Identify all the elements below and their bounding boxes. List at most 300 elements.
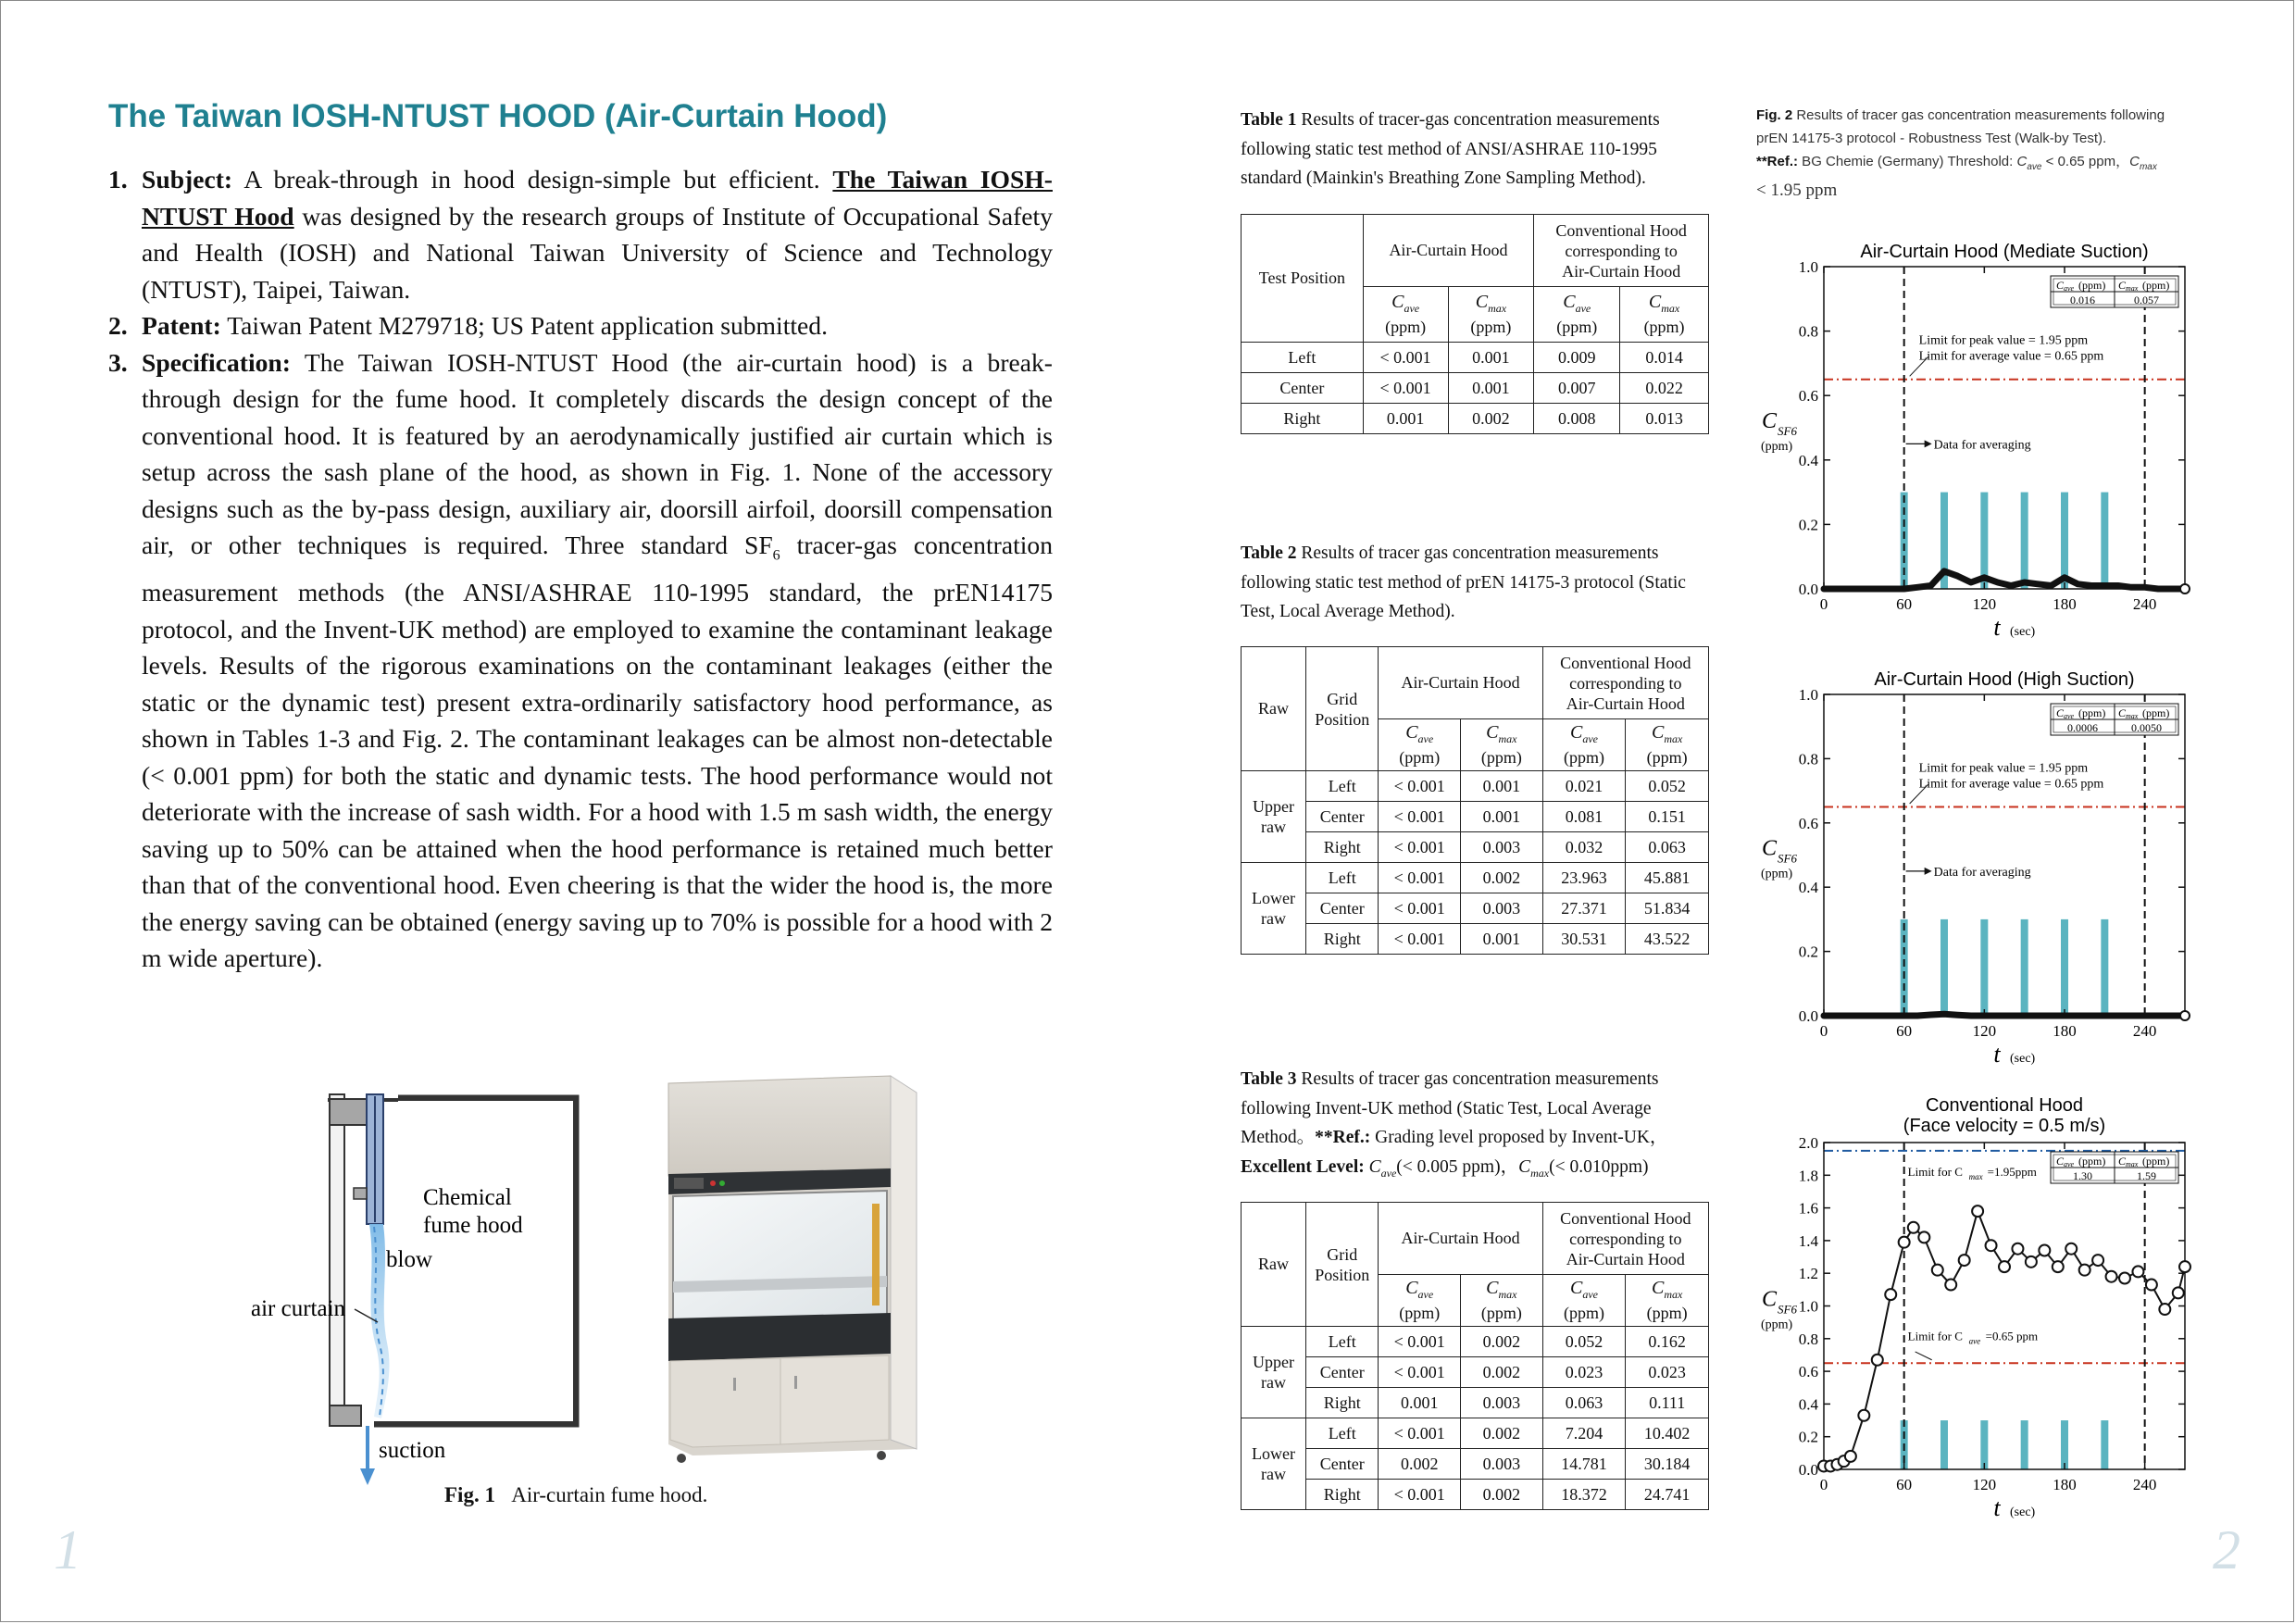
fig2-caption-label: Fig. 2 [1756, 107, 1793, 123]
x-tick-label: 0 [1819, 595, 1828, 613]
table-cell: 0.002 [1461, 1480, 1543, 1510]
data-point [1845, 1451, 1856, 1462]
series-line [1824, 1014, 2185, 1016]
legend-header: C [2056, 1155, 2065, 1168]
header-line: Air-Curtain Hood [1566, 693, 1685, 713]
table3-caption-ref: **Ref.: [1315, 1128, 1371, 1147]
data-point [1959, 1255, 1970, 1266]
data-point [2159, 1304, 2170, 1315]
table-cell: 45.881 [1626, 863, 1709, 893]
symbol-c: C [1405, 722, 1418, 743]
symbol-c: C [1569, 1278, 1583, 1298]
table-cell: 14.781 [1542, 1449, 1626, 1480]
section-number: 2. [108, 311, 128, 340]
table-cell: < 0.001 [1379, 1418, 1461, 1449]
caption-value: < 0.65 ppm， [2041, 154, 2130, 169]
header-line: Grid [1327, 689, 1358, 708]
legend-header-sub: ave [2064, 712, 2075, 720]
legend-value: 0.057 [2134, 294, 2159, 306]
table-cell: 0.162 [1626, 1327, 1709, 1357]
table-cell: 0.111 [1626, 1388, 1709, 1418]
group-line: Lower [1252, 1444, 1296, 1463]
limit-label-sub: ave [1968, 1336, 1981, 1346]
table-cell: 0.001 [1448, 373, 1534, 404]
y-tick-label: 1.0 [1798, 686, 1818, 704]
x-tick-label: 60 [1896, 1476, 1913, 1493]
data-point [1945, 1280, 1956, 1291]
table-cell: 0.001 [1379, 1388, 1461, 1418]
x-axis-unit: (sec) [2010, 1052, 2036, 1066]
group-line: Upper [1253, 797, 1295, 816]
legend-header: C [2056, 279, 2065, 292]
table-cell: Center [1306, 893, 1379, 924]
y-axis-unit: (ppm) [1761, 1318, 1793, 1332]
data-point [2179, 1261, 2190, 1272]
header-line: Conventional Hood [1560, 653, 1691, 672]
symbol-sub: max [1498, 1288, 1517, 1301]
limit-label: Limit for peak value = 1.95 ppm [1918, 761, 2089, 776]
table1-header-test-position: Test Position [1242, 215, 1364, 343]
table3-caption-label: Table 3 [1241, 1069, 1297, 1089]
unit-label: (ppm) [1643, 318, 1685, 336]
averaging-bar [2061, 919, 2068, 1016]
table-cell: Left [1242, 343, 1364, 373]
symbol-c: C [1569, 722, 1583, 743]
legend-header: C [2118, 706, 2127, 719]
legend-header-unit: (ppm) [2142, 1155, 2170, 1168]
x-tick-label: 180 [2053, 1022, 2077, 1040]
averaging-bar [2021, 493, 2028, 589]
averaging-bar [2101, 493, 2108, 589]
legend-header-sub: ave [2064, 1160, 2075, 1168]
x-tick-label: 60 [1896, 1022, 1913, 1040]
table-cell: 0.063 [1626, 832, 1709, 863]
group-line: raw [1261, 818, 1287, 836]
legend-header-unit: (ppm) [2142, 279, 2170, 292]
y-tick-label: 0.6 [1798, 1363, 1818, 1381]
table-cell: 0.001 [1363, 404, 1448, 434]
limit-label-max: Limit for C [1907, 1164, 1963, 1179]
symbol-c: C [1518, 1156, 1531, 1177]
y-tick-label: 2.0 [1798, 1134, 1818, 1152]
unit-label: (ppm) [1556, 318, 1598, 336]
chart-title: Air-Curtain Hood (Mediate Suction) [1860, 242, 2149, 262]
header-line: Conventional Hood [1560, 1208, 1691, 1228]
table2-caption-label: Table 2 [1241, 543, 1297, 563]
table-cell: 0.014 [1620, 343, 1709, 373]
limit-label: Limit for average value = 0.65 ppm [1918, 349, 2104, 364]
series-end-marker [2180, 584, 2190, 593]
symbol-sub: max [1530, 1166, 1550, 1180]
averaging-bar [2101, 919, 2108, 1016]
legend-header-unit: (ppm) [2078, 1155, 2106, 1168]
table-cell: 0.001 [1448, 343, 1534, 373]
x-tick-label: 240 [2132, 1022, 2157, 1040]
limit-label-ave: Limit for C [1907, 1329, 1963, 1343]
caption-value: (< 0.005 ppm)， [1396, 1156, 1519, 1177]
table-cell: 0.021 [1542, 771, 1626, 802]
section-label: Patent: [142, 311, 221, 340]
table3-header-air-curtain: Air-Curtain Hood [1379, 1203, 1542, 1275]
table-cell: < 0.001 [1379, 1357, 1461, 1388]
x-tick-label: 120 [1972, 595, 1997, 613]
averaging-bar [1940, 1420, 1948, 1469]
data-point [2012, 1243, 2023, 1255]
y-axis-unit: (ppm) [1761, 867, 1793, 881]
table2-header-air-curtain: Air-Curtain Hood [1379, 647, 1542, 719]
symbol-sub: max [1664, 1288, 1683, 1301]
symbol-sub: max [1661, 302, 1680, 315]
y-axis-unit: (ppm) [1761, 440, 1793, 454]
legend-value: 0.0006 [2067, 721, 2098, 734]
limit-leader [1915, 1352, 1932, 1360]
group-line: raw [1261, 1373, 1287, 1392]
section-text: The Taiwan IOSH-NTUST Hood (the air-curtain hood) is a break-through design for the fume hood. It completely discards the design concept of the conventional hood. It is featured by an aerodynamically justified air curtain which is setup across the sash plane of the hood, as shown in Fig. 1. None of the accessory designs such as the by-pass design, auxiliary air, doorsill airfoil, doorsill compensation air, or other techniques is required. Three standard SF [142, 347, 1053, 559]
table-cell: Right [1306, 1388, 1379, 1418]
legend-header: C [2056, 706, 2065, 719]
header-line: Air-Curtain Hood [1566, 1249, 1685, 1268]
data-point [2065, 1243, 2077, 1255]
caption-value: (< 0.010ppm) [1549, 1156, 1649, 1177]
averaging-bar [1980, 919, 1988, 1016]
table-cell: 0.001 [1461, 802, 1543, 832]
y-tick-label: 0.2 [1798, 1428, 1818, 1446]
table-cell: 0.022 [1620, 373, 1709, 404]
fig2-caption-text: Results of tracer gas concentration measurements following prEN 14175-3 protocol - Robustness Test (Walk-by Test). [1756, 107, 2165, 146]
symbol-sub: max [1488, 302, 1507, 315]
section-number: 1. [108, 165, 128, 194]
fig1-label-blow: blow [386, 1247, 432, 1272]
data-point [1918, 1231, 1929, 1243]
table3-caption-excellent: Excellent Level: [1241, 1156, 1365, 1177]
table-cell: < 0.001 [1379, 832, 1461, 863]
chart-title: Air-Curtain Hood (High Suction) [1874, 669, 2135, 690]
limit-label-val: =0.65 ppm [1985, 1329, 2039, 1343]
plot-frame [1824, 694, 2185, 1016]
data-point [1885, 1289, 1896, 1300]
section-label: Subject: [142, 165, 233, 194]
data-point [2039, 1244, 2050, 1255]
y-tick-label: 0.0 [1798, 581, 1818, 598]
page-number-right: 2 [2213, 1519, 2240, 1580]
y-axis-sub: SF6 [1778, 1302, 1797, 1317]
section-text: tracer-gas concentration measurement methods (the ANSI/ASHRAE 110-1995 standard, the prEN14175 protocol, and the Invent-UK method) are employed to examine the contaminant leakage levels. Results of the rigorous examinations on the contaminant leakages (either the static or the dynamic test) present extra-ordinarily satisfactory hood performance, as shown in Tables 1-3 and Fig. 2. The contaminant leakages can be almost non-detectable (< 0.001 ppm) for both the static and dynamic tests. The hood performance would not deteriorate with the increase of sash width. For a hood with 1.5 m sash width, the energy saving up to 50% can be attained when the hood performance is retained much better than that of the conventional hood. Even cheering is that the wider the hood is, the more the energy saving can be obtained (energy saving up to 70% is possible for a hood with 2 m wide aperture). [142, 531, 1053, 973]
data-point [1999, 1261, 2010, 1272]
group-line: Lower [1252, 889, 1296, 907]
y-axis-label: C [1762, 1287, 1778, 1312]
averaging-bar [2021, 919, 2028, 1016]
table-cell: 23.963 [1542, 863, 1626, 893]
y-tick-label: 1.8 [1798, 1167, 1818, 1185]
symbol-sub: ave [1582, 732, 1598, 745]
legend-header-sub: max [2126, 712, 2139, 720]
averaging-bar [2021, 1420, 2028, 1469]
table-cell: < 0.001 [1363, 373, 1448, 404]
y-axis-sub: SF6 [1778, 851, 1797, 866]
fig1-caption-text: Air-curtain fume hood. [511, 1483, 708, 1506]
table-cell: 0.023 [1542, 1357, 1626, 1388]
chart-2 [1761, 669, 2190, 1068]
unit-label: (ppm) [1646, 1304, 1688, 1322]
table-cell: 30.531 [1542, 924, 1626, 955]
table-cell: 0.052 [1542, 1327, 1626, 1357]
fig1-label-suction: suction [379, 1438, 446, 1463]
unit-label: (ppm) [1646, 748, 1688, 767]
legend-header-unit: (ppm) [2142, 706, 2170, 719]
table-cell: 0.023 [1626, 1357, 1709, 1388]
header-line: Position [1315, 709, 1370, 729]
symbol-sub: ave [2027, 162, 2042, 172]
table-cell: 0.001 [1461, 924, 1543, 955]
table-cell: 30.184 [1626, 1449, 1709, 1480]
table1-header-air-curtain: Air-Curtain Hood [1363, 215, 1534, 287]
chart-subtitle: (Face velocity = 0.5 m/s) [1903, 1116, 2106, 1136]
data-point [2053, 1261, 2064, 1272]
unit-label: (ppm) [1385, 318, 1427, 336]
table-cell: 43.522 [1626, 924, 1709, 955]
chart-1 [1761, 242, 2190, 641]
table-cell: < 0.001 [1379, 802, 1461, 832]
legend-header-unit: (ppm) [2078, 279, 2106, 292]
limit-label: Limit for average value = 0.65 ppm [1918, 777, 2104, 792]
symbol-c: C [1405, 1278, 1418, 1298]
series-line [1824, 571, 2185, 589]
data-point [1972, 1206, 1983, 1217]
table-cell: 10.402 [1626, 1418, 1709, 1449]
data-point [1899, 1237, 1910, 1248]
data-point [2119, 1272, 2130, 1283]
table-cell: Right [1306, 832, 1379, 863]
y-tick-label: 0.8 [1798, 750, 1818, 768]
unit-label: (ppm) [1399, 1304, 1441, 1322]
legend-header-unit: (ppm) [2078, 706, 2106, 719]
symbol-c: C [2129, 154, 2140, 169]
legend-value: 1.59 [2137, 1169, 2156, 1182]
y-tick-label: 1.2 [1798, 1265, 1818, 1283]
averaging-label: Data for averaging [1933, 865, 2031, 880]
y-tick-label: 0.6 [1798, 814, 1818, 832]
section-text: Taiwan Patent M279718; US Patent application submitted. [220, 311, 828, 340]
unit-label: (ppm) [1480, 1304, 1522, 1322]
x-tick-label: 240 [2132, 1476, 2157, 1493]
data-point [2132, 1266, 2143, 1277]
table-cell: < 0.001 [1379, 863, 1461, 893]
table-cell: Left [1306, 1418, 1379, 1449]
y-tick-label: 0.4 [1798, 1395, 1818, 1414]
table2-header-raw: Raw [1242, 647, 1306, 771]
data-point [1858, 1410, 1869, 1421]
table-cell: 0.013 [1620, 404, 1709, 434]
group-line: raw [1261, 1465, 1287, 1483]
x-tick-label: 0 [1819, 1476, 1828, 1493]
symbol-c: C [2016, 154, 2028, 169]
plot-frame [1824, 267, 2185, 589]
y-axis-sub: SF6 [1778, 424, 1797, 438]
symbol-sub: ave [1380, 1166, 1397, 1180]
chart-3 [1761, 1095, 2190, 1521]
y-tick-label: 1.0 [1798, 258, 1818, 276]
x-axis-unit: (sec) [2010, 625, 2036, 639]
limit-label-sub: max [1968, 1171, 1983, 1181]
x-tick-label: 0 [1819, 1022, 1828, 1040]
y-tick-label: 0.2 [1798, 516, 1818, 534]
symbol-c: C [1368, 1156, 1381, 1177]
table-cell: 0.032 [1542, 832, 1626, 863]
table-cell: < 0.001 [1379, 924, 1461, 955]
header-line: corresponding to [1569, 673, 1682, 693]
table3-caption-text: Results of tracer gas concentration measurements following Invent-UK method (Static Test, Local Average Method。 [1241, 1069, 1659, 1147]
y-axis-label: C [1762, 409, 1778, 433]
y-tick-label: 0.0 [1798, 1461, 1818, 1479]
data-point [1872, 1355, 1883, 1366]
unit-label: (ppm) [1563, 748, 1604, 767]
data-point [2106, 1271, 2117, 1282]
unit-label: (ppm) [1470, 318, 1512, 336]
symbol-sub: ave [1582, 1288, 1598, 1301]
symbol-c: C [1651, 1278, 1665, 1298]
section-text: A break-through in hood design-simple but efficient. [232, 165, 833, 194]
table-cell: Left [1306, 863, 1379, 893]
table-cell: Left [1306, 771, 1379, 802]
symbol-c: C [1486, 1278, 1499, 1298]
table-cell: 0.151 [1626, 802, 1709, 832]
table-cell: Center [1242, 373, 1364, 404]
table-cell: < 0.001 [1363, 343, 1448, 373]
table-cell: 0.081 [1542, 802, 1626, 832]
header-line: Position [1315, 1265, 1370, 1284]
legend-header: C [2118, 1155, 2127, 1168]
legend-header: C [2118, 279, 2127, 292]
y-tick-label: 1.6 [1798, 1199, 1818, 1218]
symbol-c: C [1486, 722, 1499, 743]
header-line: corresponding to [1569, 1229, 1682, 1248]
table-cell: 0.052 [1626, 771, 1709, 802]
y-tick-label: 0.8 [1798, 1330, 1818, 1348]
y-tick-label: 0.6 [1798, 387, 1818, 406]
table-cell: 0.002 [1461, 863, 1543, 893]
table-cell: 0.003 [1461, 1449, 1543, 1480]
symbol-c: C [1648, 292, 1662, 312]
subscript-6: 6 [772, 547, 780, 564]
table-cell: 0.002 [1461, 1357, 1543, 1388]
symbol-sub: max [1498, 732, 1517, 745]
section-label: Specification: [142, 347, 291, 377]
y-tick-label: 0.0 [1798, 1007, 1818, 1025]
averaging-bar [2061, 1420, 2068, 1469]
table-cell: Center [1306, 1357, 1379, 1388]
table-cell: 0.007 [1534, 373, 1620, 404]
fig2-caption-ref: **Ref.: [1756, 154, 1799, 169]
table-cell: Center [1306, 802, 1379, 832]
averaging-bar [1940, 919, 1948, 1016]
x-axis-label: t [1993, 614, 2001, 641]
table-cell: < 0.001 [1379, 1327, 1461, 1357]
symbol-sub: ave [1404, 302, 1420, 315]
table-cell: 0.003 [1461, 1388, 1543, 1418]
header-line: Grid [1327, 1244, 1358, 1264]
table-cell: Center [1306, 1449, 1379, 1480]
table-cell: 51.834 [1626, 893, 1709, 924]
data-point [2026, 1256, 2037, 1268]
legend-header-sub: max [2126, 284, 2139, 293]
section-number: 3. [108, 347, 128, 377]
table-cell: 27.371 [1542, 893, 1626, 924]
group-line: Upper [1253, 1353, 1295, 1371]
table-cell: Right [1306, 924, 1379, 955]
arrow-icon [1925, 868, 1932, 875]
x-tick-label: 180 [2053, 595, 2077, 613]
table-cell: 0.009 [1534, 343, 1620, 373]
fig1-caption-label: Fig. 1 [444, 1483, 495, 1506]
y-tick-label: 0.8 [1798, 322, 1818, 341]
data-point [1986, 1240, 1997, 1251]
table-cell: 7.204 [1542, 1418, 1626, 1449]
table-cell: 0.002 [1379, 1449, 1461, 1480]
series-end-marker [2180, 1011, 2190, 1020]
header-line: Conventional Hood [1555, 220, 1687, 240]
caption-value: < 1.95 ppm [1756, 181, 1838, 200]
data-point [2092, 1255, 2103, 1266]
symbol-c: C [1651, 722, 1665, 743]
unit-label: (ppm) [1480, 748, 1522, 767]
table-cell: Left [1306, 1327, 1379, 1357]
symbol-c: C [1563, 292, 1576, 312]
table-cell: Right [1306, 1480, 1379, 1510]
legend-header-sub: ave [2064, 284, 2075, 293]
x-tick-label: 180 [2053, 1476, 2077, 1493]
y-tick-label: 0.2 [1798, 943, 1818, 961]
y-tick-label: 0.4 [1798, 879, 1818, 897]
unit-label: (ppm) [1399, 748, 1441, 767]
limit-label: Limit for peak value = 1.95 ppm [1918, 333, 2089, 348]
table-cell: 0.002 [1461, 1327, 1543, 1357]
table-cell: 18.372 [1542, 1480, 1626, 1510]
x-axis-label: t [1993, 1041, 2001, 1068]
table-cell: 0.003 [1461, 893, 1543, 924]
y-tick-label: 1.4 [1798, 1231, 1818, 1250]
x-tick-label: 60 [1896, 595, 1913, 613]
unit-label: (ppm) [1563, 1304, 1604, 1322]
page-title: The Taiwan IOSH-NTUST HOOD (Air-Curtain Hood) [108, 98, 888, 134]
fig2-caption-text: BG Chemie (Germany) Threshold: [1798, 154, 2017, 169]
table-cell: 0.003 [1461, 832, 1543, 863]
table-cell: < 0.001 [1379, 771, 1461, 802]
symbol-sub: ave [1417, 732, 1434, 745]
arrow-icon [1925, 440, 1932, 447]
table-cell: Right [1242, 404, 1364, 434]
table-cell: 0.063 [1542, 1388, 1626, 1418]
symbol-sub: ave [1575, 302, 1591, 315]
symbol-sub: ave [1417, 1288, 1434, 1301]
averaging-label: Data for averaging [1933, 438, 2031, 453]
symbol-c: C [1391, 292, 1404, 312]
averaging-bar [2101, 1420, 2108, 1469]
table-cell: 24.741 [1626, 1480, 1709, 1510]
x-axis-label: t [1993, 1494, 2001, 1521]
symbol-sub: max [2139, 162, 2157, 172]
group-line: raw [1261, 909, 1287, 928]
legend-value: 1.30 [2073, 1169, 2092, 1182]
table-cell: 0.002 [1448, 404, 1534, 434]
table1-caption-label: Table 1 [1241, 110, 1297, 130]
page-number-left: 1 [54, 1519, 81, 1580]
table-cell: 0.002 [1461, 1418, 1543, 1449]
section-text: was designed by the research groups of Institute of Occupational Safety and Health (IOSH) and National Taiwan University of Science and Technology (NTUST), Taipei, Taiwan. [142, 201, 1053, 304]
header-line: corresponding to [1565, 241, 1678, 260]
legend-value: 0.0050 [2131, 721, 2162, 734]
x-tick-label: 120 [1972, 1476, 1997, 1493]
table-cell: 0.001 [1461, 771, 1543, 802]
